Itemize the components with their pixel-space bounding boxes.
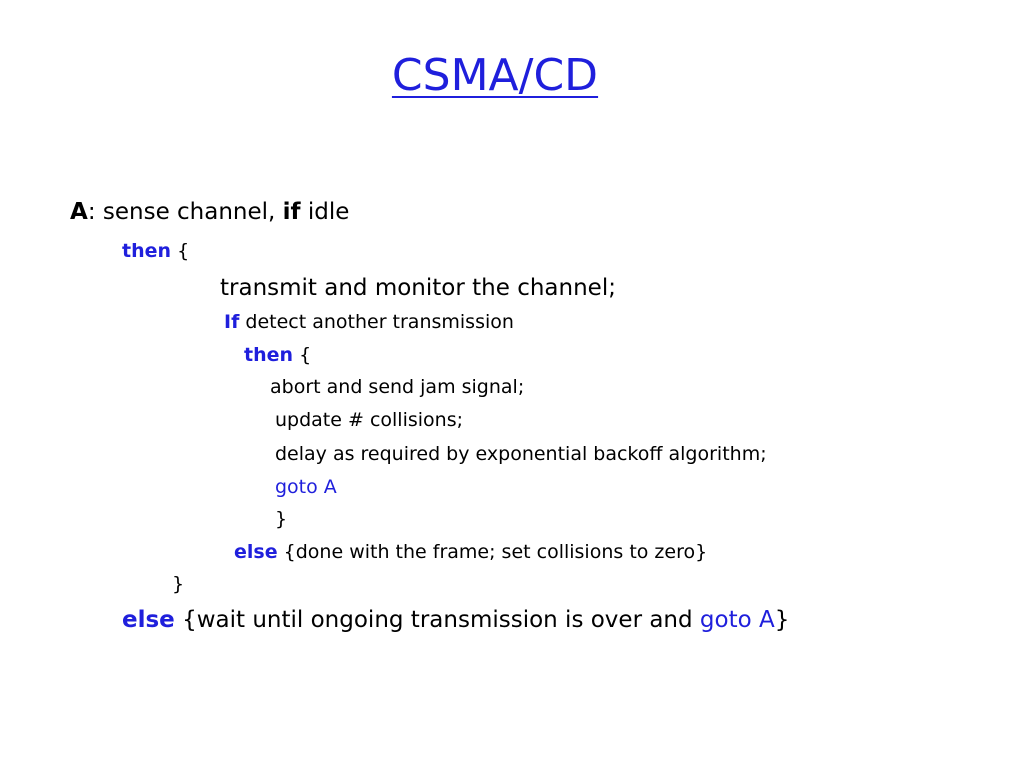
text-goto-a-outer: goto A [699,607,775,633]
line-else-inner [234,541,707,564]
slide-title: CSMA/CD [391,50,599,101]
text-close-brace-outer: } [172,573,185,595]
line-then-outer [122,240,189,263]
line-close-brace-inner [275,508,287,531]
line-delay [275,443,767,466]
text-goto-a-inner: goto A [275,476,337,498]
text-idle: idle [300,199,350,225]
text-done-with-frame: {done with the frame; set collisions to zero} [277,541,708,563]
text-update-collisions: update # collisions; [275,409,463,431]
label-a: A [70,199,88,225]
text-detect-transmission: detect another transmission [239,311,514,333]
keyword-if: if [282,199,301,225]
text-close-brace-final: } [774,607,790,633]
line-then-inner [244,344,311,367]
keyword-then-inner: then [244,344,294,366]
keyword-then-outer: then [122,240,172,262]
text-transmit: transmit and monitor the channel; [220,275,616,301]
line-abort [270,376,524,399]
text-wait-until: {wait until ongoing transmission is over and [174,607,700,633]
text-close-brace-inner: } [275,508,288,530]
line-if-detect [224,311,514,334]
text-abort: abort and send jam signal; [270,376,525,398]
line-else-outer [122,607,789,635]
line-transmit [220,275,616,303]
text-delay: delay as required by exponential backoff algorithm; [275,443,767,465]
text-sense-channel: : sense channel, [87,199,283,225]
text-open-brace-inner: { [293,344,312,366]
line-goto-a-inner [275,476,337,499]
line-close-brace-outer [172,573,184,596]
keyword-if-detect: If [224,311,240,333]
line-sense-channel [70,199,349,227]
line-update-collisions [275,409,463,432]
keyword-else-inner: else [234,541,278,563]
text-open-brace-outer: { [171,240,190,262]
keyword-else-outer: else [122,607,175,633]
